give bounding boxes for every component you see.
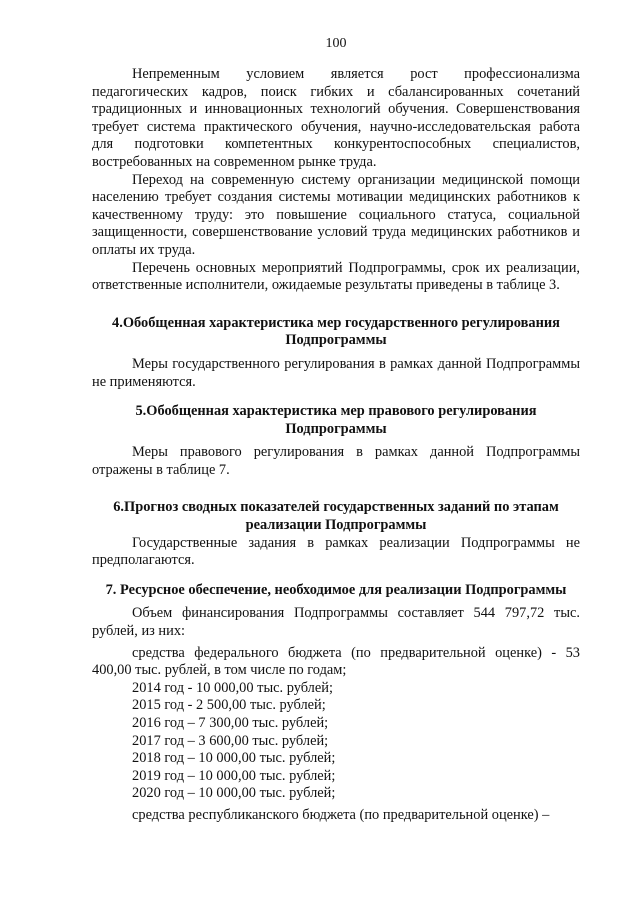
funding-by-year-list — [92, 680, 580, 803]
list-item: 2018 год – 10 000,00 тыс. рублей; — [132, 750, 336, 767]
section-7-republic-budget: средства республиканского бюджета (по предварительной оценке) – — [132, 806, 550, 823]
section-4-heading: 4.Обобщенная характеристика мер государственного регулирования Подпрограммы — [112, 314, 560, 349]
section-7-total-funding: Объем финансирования Подпрограммы составляет 544 797,72 тыс. рублей, из них: — [92, 605, 580, 640]
section-5-text: Меры правового регулирования в рамках данной Подпрограммы отражены в таблице 7. — [92, 444, 580, 478]
paragraph-professionalism: Непременным условием является рост профессионализма педагогических кадров, поиск гибких и сбалансированных сочетаний традиционных и инновационных технологий обучения. Совершенствования требует система практического обучения, научно-исследовательская работа для подготовки компетентных конкурентоспособных специалистов, востребованных на современном рынке труда. — [92, 66, 580, 170]
section-5-heading: 5.Обобщенная характеристика мер правового регулирования Подпрограммы — [135, 403, 537, 437]
paragraph-table-reference: Перечень основных мероприятий Подпрограммы, срок их реализации, ответственные исполнители, ожидаемые результаты приведены в таблице 3. — [92, 259, 580, 294]
list-item: 2014 год - 10 000,00 тыс. рублей; — [132, 679, 333, 696]
section-7-heading: 7. Ресурсное обеспечение, необходимое для реализации Подпрограммы — [105, 581, 567, 598]
paragraph-motivation: Переход на современную систему организации медицинской помощи населению требует создания системы мотивации медицинских работников к качественному труду: это повышение социального статуса, социальной защищенности, совершенствование условий труда медицинских работников и оплаты их труда. — [92, 171, 580, 258]
section-7-federal-budget: средства федерального бюджета (по предварительной оценке) - 53 400,00 тыс. рублей, в том числе по годам; — [92, 644, 580, 679]
list-item: 2015 год - 2 500,00 тыс. рублей; — [132, 697, 326, 714]
list-item: 2019 год – 10 000,00 тыс. рублей; — [132, 767, 336, 784]
section-6-heading: 6.Прогноз сводных показателей государственных заданий по этапам реализации Подпрограммы — [113, 499, 559, 534]
document-page — [92, 36, 580, 825]
list-item: 2020 год – 10 000,00 тыс. рублей; — [132, 785, 336, 802]
page-number: 100 — [325, 36, 347, 51]
list-item: 2017 год – 3 600,00 тыс. рублей; — [132, 732, 329, 749]
section-4-text: Меры государственного регулирования в рамках данной Подпрограммы не применяются. — [92, 355, 580, 390]
section-6-text: Государственные задания в рамках реализации Подпрограммы не предполагаются. — [92, 534, 580, 569]
list-item: 2016 год – 7 300,00 тыс. рублей; — [132, 715, 329, 731]
